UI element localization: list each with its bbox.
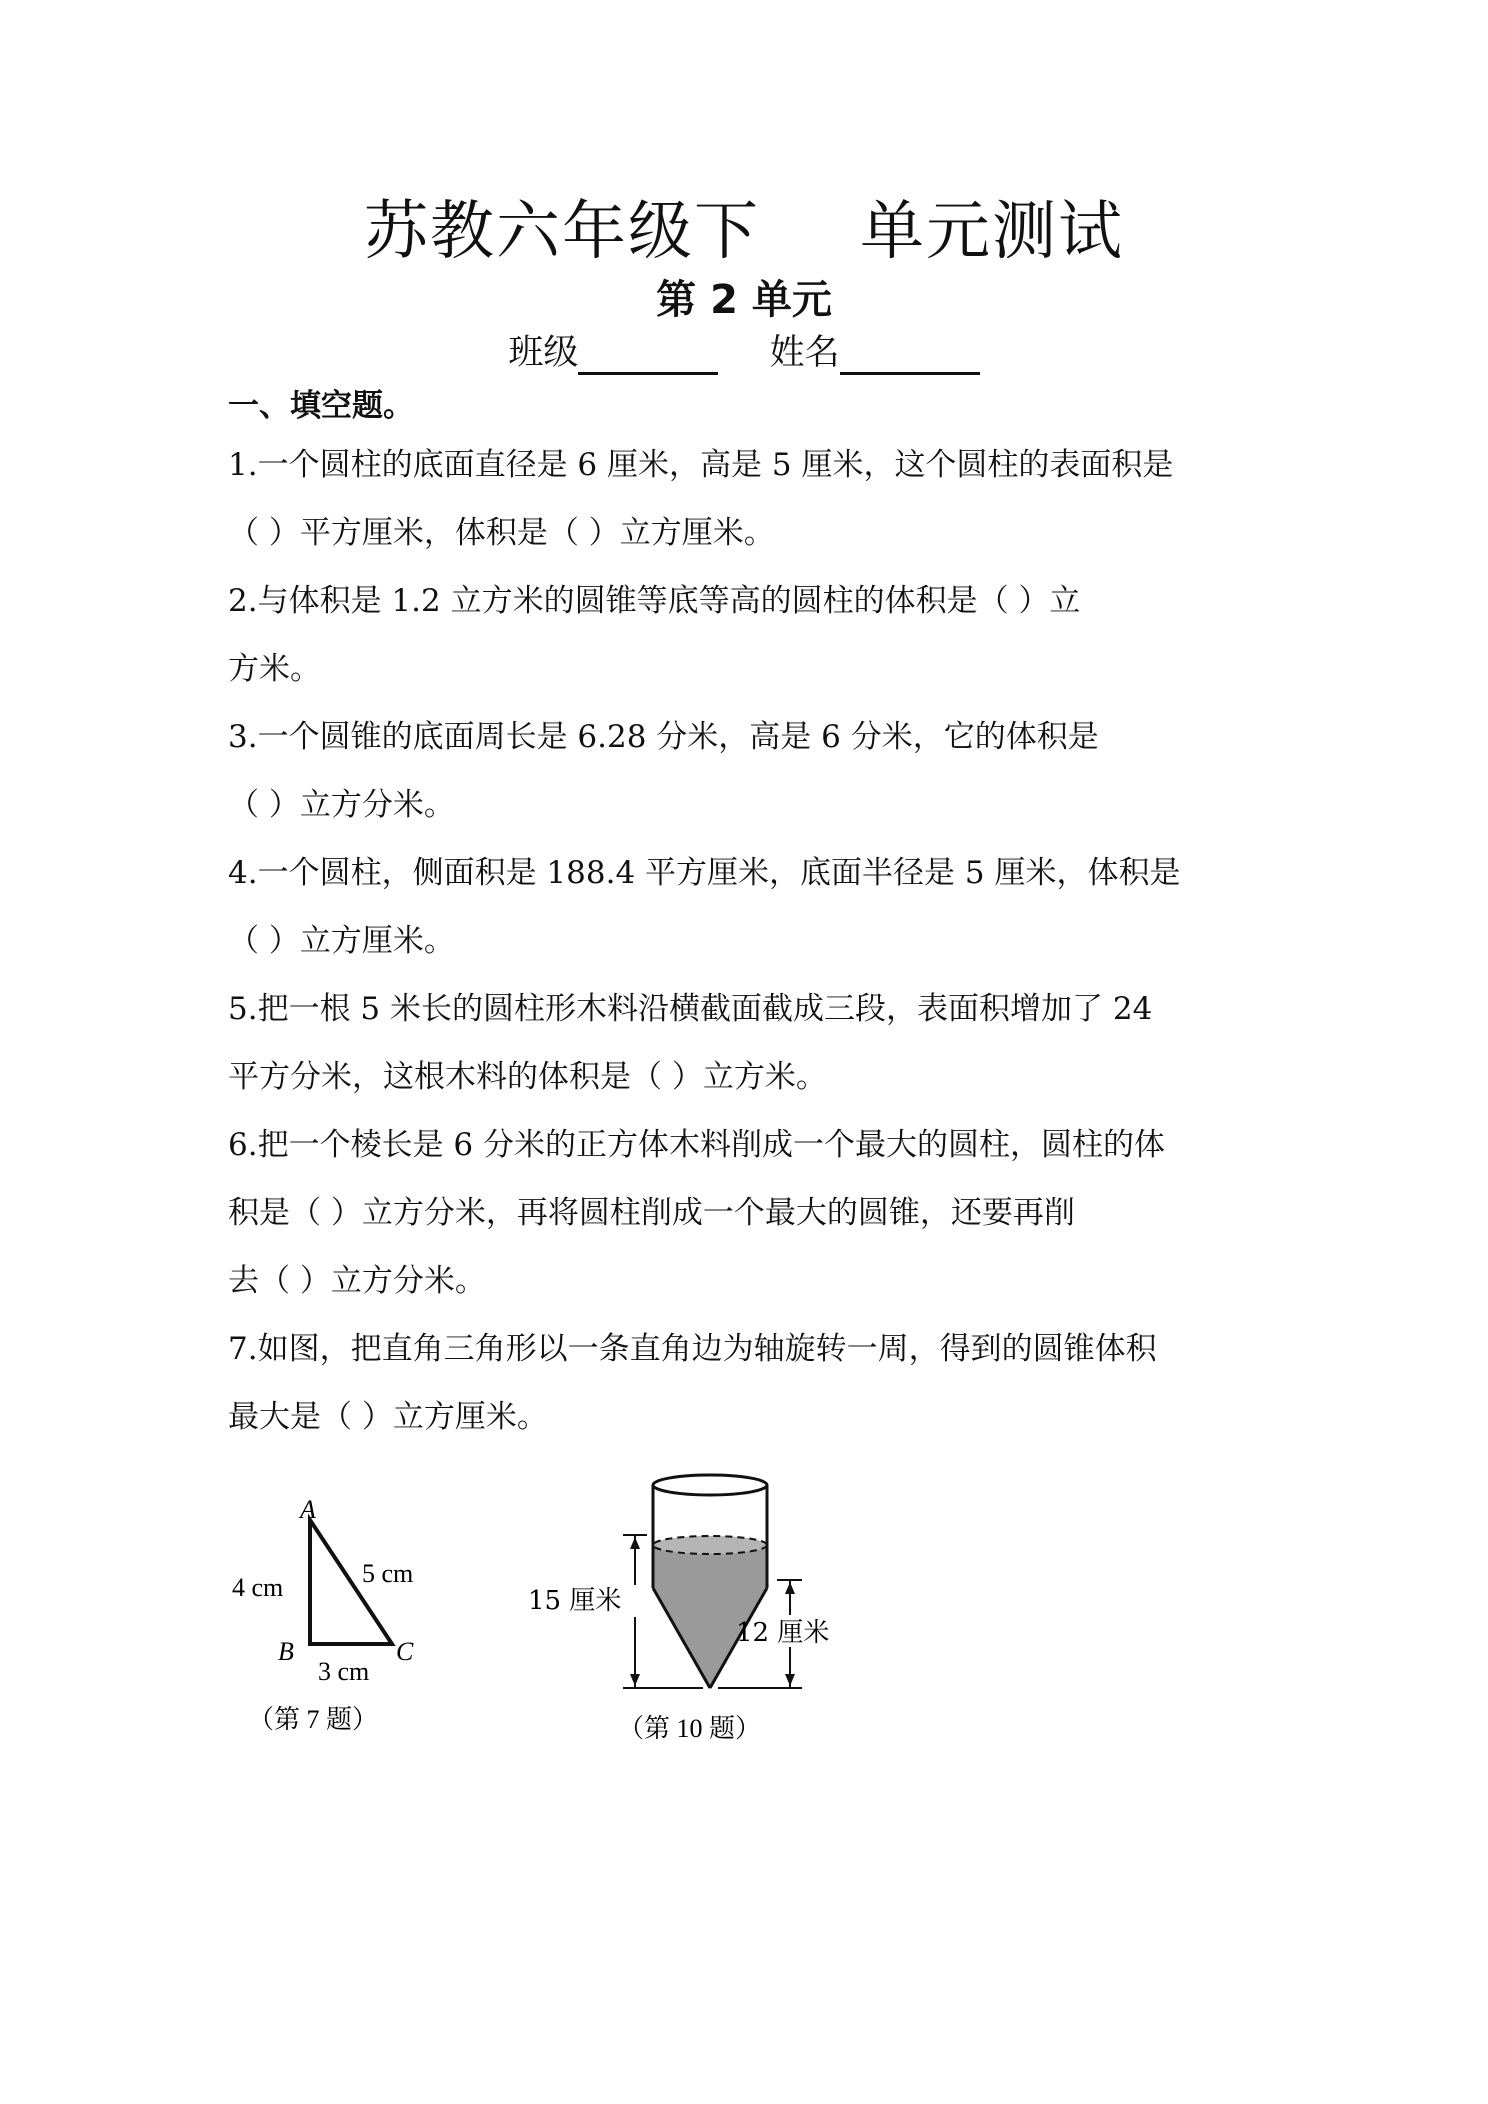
vertex-a-label: A — [300, 1495, 316, 1524]
question-7 — [228, 1315, 1268, 1451]
title-left: 苏教六年级下 — [364, 195, 760, 269]
title-right: 单元测试 — [860, 195, 1124, 269]
height-cone-label: 12 厘米 — [736, 1618, 830, 1648]
question-line: 4.一个圆柱，侧面积是 188.4 平方厘米，底面半径是 5 厘米，体积是 — [228, 855, 1181, 891]
question-line: 3.一个圆锥的底面周长是 6.28 分米，高是 6 分米，它的体积是 — [228, 719, 1099, 755]
question-line: 平方分米，这根木料的体积是（ ）立方米。 — [228, 1059, 827, 1095]
section-title: 一、填空题。 — [228, 388, 414, 424]
question-2 — [228, 567, 1268, 703]
question-line: 方米。 — [228, 651, 321, 687]
vertex-b-label: B — [278, 1637, 294, 1666]
dimension-12-arrow-up — [785, 1582, 795, 1594]
question-line: 6.把一个棱长是 6 分米的正方体木料削成一个最大的圆柱，圆柱的体 — [228, 1127, 1166, 1163]
name-blank[interactable] — [840, 336, 980, 375]
figure-7-caption: （第 7 题） — [248, 1705, 379, 1734]
question-3 — [228, 703, 1268, 839]
student-info-line — [0, 325, 1488, 375]
question-line: 2.与体积是 1.2 立方米的圆锥等底等高的圆柱的体积是（ ）立 — [228, 583, 1081, 619]
water-surface — [653, 1536, 767, 1554]
question-6 — [228, 1111, 1268, 1315]
side-ac-label: 5 cm — [362, 1559, 414, 1588]
question-line: 最大是（ ）立方厘米。 — [228, 1399, 548, 1435]
question-4 — [228, 839, 1268, 975]
dimension-12-arrow-down — [785, 1674, 795, 1686]
dimension-15-arrow-up — [630, 1537, 640, 1549]
class-label: 班级 — [508, 333, 579, 373]
figure-10-vessel — [528, 1465, 860, 1765]
height-total-label: 15 厘米 — [528, 1586, 622, 1616]
question-5 — [228, 975, 1268, 1111]
question-line: 5.把一根 5 米长的圆柱形木料沿横截面截成三段，表面积增加了 24 — [228, 991, 1153, 1027]
question-line: （ ）立方厘米。 — [228, 923, 455, 959]
dimension-15-arrow-down — [630, 1674, 640, 1686]
side-ab-label: 4 cm — [232, 1573, 284, 1602]
vertex-c-label: C — [396, 1637, 414, 1666]
question-line: 去（ ）立方分米。 — [228, 1263, 486, 1299]
figure-7-triangle — [220, 1490, 480, 1750]
question-1 — [228, 431, 1268, 567]
class-blank[interactable] — [578, 336, 718, 375]
page-title — [0, 180, 1488, 272]
side-bc-label: 3 cm — [318, 1657, 370, 1686]
name-label: 姓名 — [769, 333, 840, 373]
unit-heading: 第 2 单元 — [656, 277, 832, 323]
figure-10-caption: （第 10 题） — [618, 1714, 762, 1743]
question-line: 1.一个圆柱的底面直径是 6 厘米，高是 5 厘米，这个圆柱的表面积是 — [228, 447, 1174, 483]
question-line: 积是（ ）立方分米，再将圆柱削成一个最大的圆锥，还要再削 — [228, 1195, 1075, 1231]
cylinder-top — [653, 1475, 767, 1495]
question-line: （ ）平方厘米，体积是（ ）立方厘米。 — [228, 515, 775, 551]
question-line: （ ）立方分米。 — [228, 787, 455, 823]
question-line: 7.如图，把直角三角形以一条直角边为轴旋转一周，得到的圆锥体积 — [228, 1331, 1157, 1367]
